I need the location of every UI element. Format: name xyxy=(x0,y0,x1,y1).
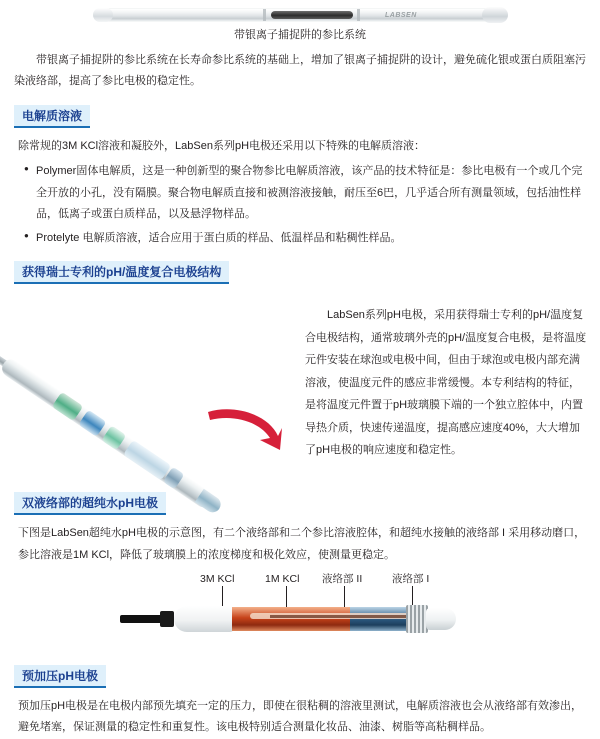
electrode-tip xyxy=(426,608,456,630)
diagram-label-3m-kcl: 3M KCl xyxy=(200,572,235,585)
electrode-band xyxy=(357,9,360,21)
section-pressurized xyxy=(0,665,600,688)
red-arrow-icon xyxy=(204,406,284,458)
electrode-plug xyxy=(160,611,174,627)
outer-reference-chamber xyxy=(232,607,352,631)
silver-ion-trap-segment xyxy=(271,11,353,19)
pressurized-paragraph: 预加压pH电极是在电极内部预先填充一定的压力，即使在很粘稠的溶液里测试，电解质溶液也会从液络部有效渗出，避免堵塞，保证测量的稳定性和重复性。该电极特别适合测量化妆品、油漆、树脂等高粘稠样品。 xyxy=(18,699,583,734)
diagram-label-junction-1: 液络部 I xyxy=(392,572,430,585)
list-item: ● Protelyte 电解质溶液，适合应用于蛋白质的样品、低温样品和粘稠性样品。 xyxy=(26,228,584,249)
section-heading-double-junction: 双液络部的超纯水pH电极 xyxy=(14,492,166,515)
section-heading-electrolyte: 电解质溶液 xyxy=(14,105,90,128)
section-heading-ph-temp: 获得瑞士专利的pH/温度复合电极结构 xyxy=(14,261,229,284)
diagonal-electrode-illustration xyxy=(0,353,218,514)
diagram-label-1m-kcl: 1M KCl xyxy=(265,572,300,585)
diagonal-electrode-figure xyxy=(8,294,298,484)
ground-joint-junction xyxy=(406,605,428,633)
ph-temp-paragraph: LabSen系列pH电极，采用获得瑞士专利的pH/温度复合电极结构，通常玻璃外壳的pH/温度复合电极，是将温度元件安装在球泡或电极中间，但由于球泡或电极内部充满溶液，使温度元件的感应非常缓慢。本专利结构的特征，是将温度元件置于pH玻璃膜下端的一个独立腔体中，内置导热介质，快速传递温度，提高感应速度40%，大大增加了pH电极的响应速度和稳定性。 xyxy=(305,309,587,457)
figure-caption: 带银离子捕捉阱的参比系统 xyxy=(234,29,366,41)
ph-temp-figure-block xyxy=(0,290,600,490)
section-double-junction xyxy=(0,492,600,515)
intro-paragraph: 带银离子捕捉阱的参比系统在长寿命参比系统的基础上，增加了银离子捕捉阱的设计，避免硫化银或蛋白质阻塞污染液络部，提高了参比电极的稳定性。 xyxy=(14,54,586,88)
electrode-illustration xyxy=(95,6,505,24)
section-heading-pressurized: 预加压pH电极 xyxy=(14,665,106,688)
electrode-left-cap xyxy=(93,8,113,22)
section-ph-temp-structure xyxy=(0,261,600,284)
diagram-label-junction-2: 液络部 II xyxy=(322,572,363,585)
electrolyte-paragraph: 除常规的3M KCl溶液和凝胶外，LabSen系列pH电极还采用以下特殊的电解质溶液： xyxy=(18,139,426,152)
list-item: ● Polymer固体电解质，这是一种创新型的聚合物参比电解质溶液，该产品的技术特征是：参比电极有一个或几个完全开放的小孔，没有隔膜。聚合物电解质直接和被测溶液接触，耐压至6巴，几乎适合所有测量领域，包括油性样品，低离子或蛋白质样品，以及悬浮物样品。 xyxy=(26,161,584,225)
electrode-glass-segment xyxy=(123,440,171,481)
top-electrode-figure xyxy=(0,0,600,40)
inner-reference-chamber xyxy=(350,607,412,631)
double-junction-figure xyxy=(0,570,600,665)
electrode-right-cap xyxy=(482,7,508,23)
electrolyte-bullet-list xyxy=(0,161,600,249)
electrode-white-body xyxy=(174,606,234,632)
inner-electrode-wire xyxy=(270,615,420,618)
electrode-band xyxy=(263,9,266,21)
brand-logo-text: LABSEN xyxy=(385,12,417,19)
double-junction-electrode-illustration xyxy=(120,600,460,640)
double-junction-paragraph: 下图是LabSen超纯水pH电极的示意图，有二个液络部和二个参比溶液腔体，和超纯水接触的液络部 I 采用移动磨口，参比溶液是1M KCl，降低了玻璃膜上的浓度梯度和极化效应，使测量更稳定。 xyxy=(18,527,586,561)
section-electrolyte xyxy=(0,105,600,128)
diagram-label-row xyxy=(0,570,600,592)
